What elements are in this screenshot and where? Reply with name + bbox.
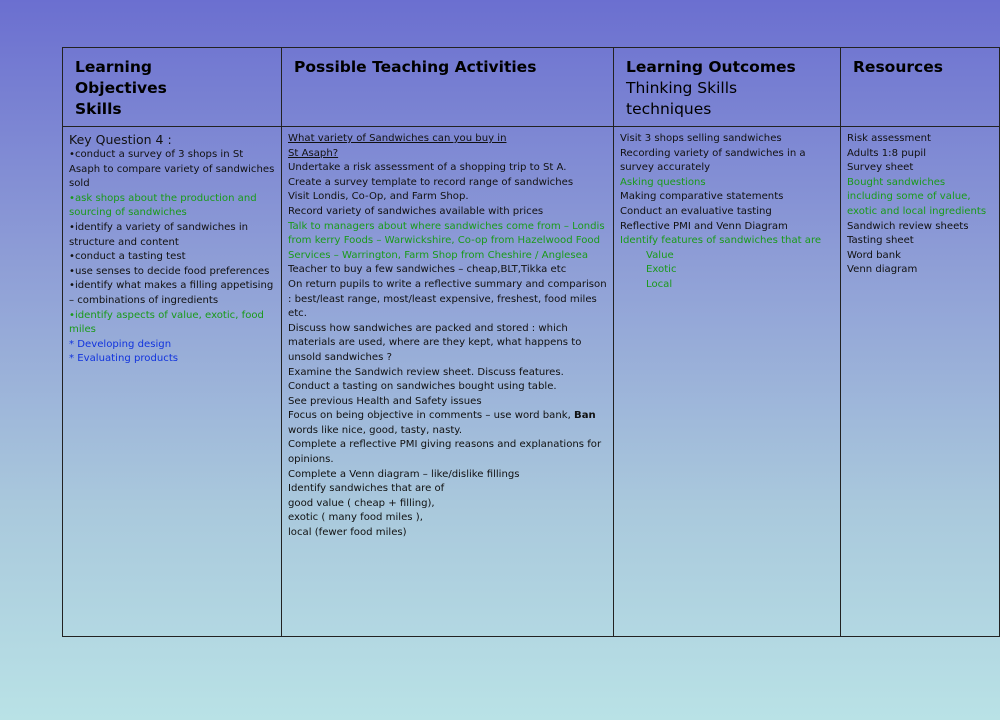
outcome-line: Recording variety of sandwiches in a survey accurately [620,147,806,174]
activity-line: On return pupils to write a reflective summary and comparison : best/least range, most/least expensive, freshest, food miles etc. [288,278,607,320]
header-row [63,48,1000,127]
activity-text: Focus on being objective in comments – use word bank, [288,410,574,422]
header-activities-label: Possible Teaching Activities [294,58,537,76]
activity-line: Undertake a risk assessment of a shopping trip to St A. [288,162,567,174]
objective-item: •conduct a survey of 3 shops in St Asaph to compare variety of sandwiches sold [69,149,275,190]
activity-line: Examine the Sandwich review sheet. Discuss features. [288,366,564,378]
outcome-line: Visit 3 shops selling sandwiches [620,133,782,144]
resource-line: Adults 1:8 pupil [847,147,927,159]
activity-line: Teacher to buy a few sandwiches – cheap,BLT,Tikka etc [288,264,567,276]
outcome-sub-exotic: Exotic [646,264,677,276]
ban-bold: Ban [574,410,596,422]
outcome-line-green: Identify features of sandwiches that are [620,235,822,247]
objective-item: •ask shops about the production and sourcing of sandwiches [69,192,257,219]
objective-item: •use senses to decide food preferences [69,265,270,277]
activity-line: good value ( cheap + filling), [288,497,435,509]
activity-line: See previous Health and Safety issues [288,395,482,407]
objective-item: * Evaluating products [69,353,179,365]
outcome-line: Reflective PMI and Venn Diagram [620,220,788,232]
resource-line: Word bank [847,249,901,261]
activity-line: Identify sandwiches that are of [288,483,445,495]
activity-text: words like nice, good, tasty, nasty. [288,424,463,436]
objective-item: •identify what makes a filling appetising – combinations of ingredients [69,280,274,306]
activity-line: exotic ( many food miles ), [288,512,423,524]
activity-line: Complete a Venn diagram – like/dislike fillings [288,468,520,480]
outcome-line: Conduct an evaluative tasting [620,205,772,217]
header-resources-label: Resources [853,58,943,76]
activities-cell [282,127,614,637]
activity-line-green: Talk to managers about where sandwiches come from – Londis from kerry Foods – Warwickshire, Co-op from Hazelwood Food Services – Warrington, Farm Shop from Cheshire / Anglesea [288,220,605,261]
resource-line: Venn diagram [847,264,918,276]
outcomes-cell [614,127,841,637]
header-activities [282,48,614,127]
activity-line [288,409,607,438]
header-outcomes [614,48,841,127]
header-resources [841,48,1000,127]
activity-line: Complete a reflective PMI giving reasons and explanations for opinions. [288,439,602,466]
outcome-line-green: Asking questions [620,176,706,188]
objective-item: * Developing design [69,338,172,350]
key-question: Key Question 4 : [69,132,172,147]
activity-line: Create a survey template to record range of sandwiches [288,176,574,188]
resource-line: Sandwich review sheets [847,220,969,232]
content-row [63,127,1000,637]
objectives-list [69,148,275,367]
objectives-cell [63,127,282,637]
objective-item: •conduct a tasting test [69,251,186,263]
header-outcomes-title: Learning Outcomes [626,58,796,76]
resources-cell [841,127,1000,637]
header-objectives-line3: Skills [75,100,122,118]
header-objectives [63,48,282,127]
header-objectives-line1: Learning [75,58,152,76]
header-outcomes-sub1: Thinking Skills [626,79,738,97]
activity-heading-2: St Asaph? [288,147,339,159]
activity-line: Conduct a tasting on sandwiches bought using table. [288,381,557,393]
header-outcomes-sub2: techniques [626,100,712,118]
resource-line-green: Bought sandwiches including some of value, exotic and local ingredients [847,176,987,217]
activity-line: Visit Londis, Co-Op, and Farm Shop. [288,191,469,203]
activity-line: Discuss how sandwiches are packed and stored : which materials are used, where are they kept, what happens to unsold sandwiches ? [288,322,582,363]
resource-line: Survey sheet [847,162,914,174]
activity-line: Record variety of sandwiches available with prices [288,205,544,217]
header-objectives-line2: Objectives [75,79,167,97]
activity-line: local (fewer food miles) [288,527,407,539]
outcome-sub-value: Value [646,249,674,261]
outcome-sub-local: Local [646,278,673,290]
lesson-plan-table [62,47,1000,637]
resource-line: Risk assessment [847,133,931,144]
objective-item: •identify aspects of value, exotic, food miles [69,309,264,336]
outcome-line: Making comparative statements [620,191,784,203]
objective-item: •identify a variety of sandwiches in structure and content [69,221,249,248]
activity-heading-1: What variety of Sandwiches can you buy in [288,133,507,144]
resource-line: Tasting sheet [847,235,914,247]
